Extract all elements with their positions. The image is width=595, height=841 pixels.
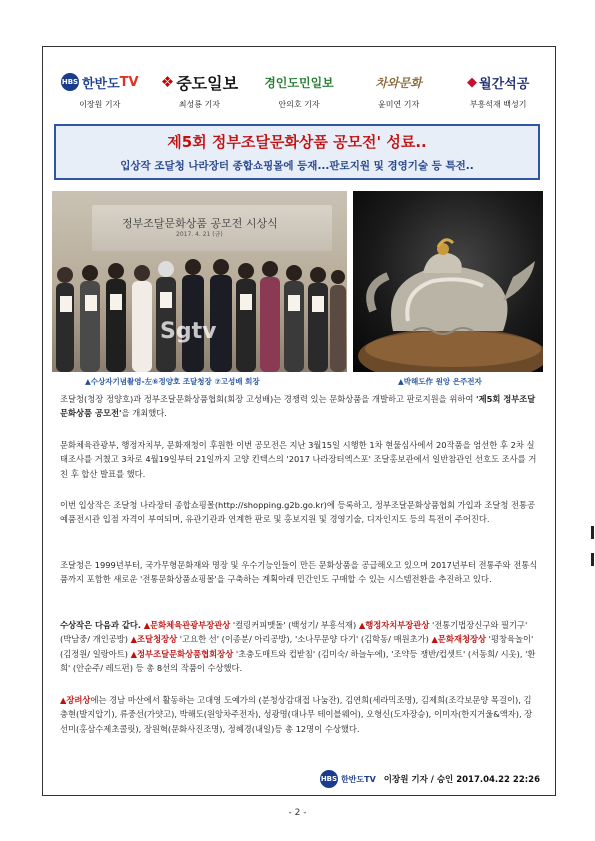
paragraph-2: 문화체육관광부, 행정자치부, 문화재청이 후원한 이번 공모전은 지난 3월15일 시행한 1차 현물심사에서 20작품을 엄선한 후 2차 실태조사를 거쳤고 3차로 4월19일부터 21일까지 고양 킨텍스의 '2017 나라장터엑스포' 조달홍보관에서 일반참관인 선호도 조사를 거친 후 합산 발표를 했다.: [60, 440, 537, 479]
logo-tv-text: TV: [119, 74, 139, 90]
people-silhouettes: [52, 191, 347, 372]
page-number: - 2 -: [288, 808, 307, 818]
reporter-caption: 부흥석재 백성기: [469, 100, 527, 109]
footer-brand: HBS 한반도TV: [320, 770, 376, 788]
silver-teapot-photo: [353, 191, 543, 372]
joongdo-mark-icon: ❖: [160, 73, 175, 91]
seokgong-mark-icon: ◆: [467, 74, 478, 90]
byline-approval: 이장원 기자 / 승인 2017.04.22 22:26: [383, 775, 540, 785]
headline-subtitle: 입상작 조달청 나라장터 종합쇼핑몰에 등재...판로지원 및 경영기술 등 특전..: [120, 160, 474, 172]
paragraph-1: 조달청(청장 정양호)과 정부조달문화상품협회(회장 고성배)는 경쟁력 있는 문화상품을 개발하고 판로지원을 위하여 '제5회 정부조달문화상품 공모전'을 개최했다.: [60, 394, 536, 419]
media-logo-strip: [52, 68, 546, 112]
article-footer: [310, 768, 540, 790]
teapot-illustration: [353, 191, 543, 372]
margin-mark: [591, 553, 594, 566]
logo-gyeongin-domin-ilbo[interactable]: 경인도민일보 안의호 기자: [264, 75, 334, 109]
headline-box: [54, 124, 540, 180]
hbs-badge-icon: HBS: [320, 770, 338, 788]
banner-text: 정부조달문화상품 공모전 시상식: [122, 217, 278, 230]
group-of-people: [56, 259, 346, 372]
reporter-caption: 윤미연 기자: [377, 100, 420, 109]
banner-date: 2017. 4. 21 (금): [176, 231, 223, 238]
hbs-badge-icon: HBS: [61, 73, 79, 91]
logo-joongdo-ilbo[interactable]: ❖ 중도일보 최성룡 기자: [160, 73, 239, 109]
headline-title: 제5회 정부조달문화상품 공모전' 성료..: [167, 133, 427, 151]
reporter-caption: 최성룡 기자: [178, 100, 220, 109]
photo-caption-ceremony: ▲수상자기념촬영-左⑥정양호 조달청장 ⑦고성배 회장: [85, 377, 260, 386]
margin-mark: [591, 526, 594, 539]
logo-hanbando-text: 한반도: [81, 76, 120, 92]
logo-cha-wa-munhwa[interactable]: 차와문화 윤미연 기자: [375, 75, 422, 109]
photo-caption-teapot: ▲박해도作 원앙 은주전자: [398, 377, 482, 386]
paragraph-4: 조달청은 1999년부터, 국가무형문화재와 명장 및 우수기능인들이 만든 문화상품을 공급해오고 있으며 2017년부터 전통주와 전통식품까지 포함한 새로운 '전통문화상품쇼핑몰'을 구축하는 계획아래 민간인도 구매할 수 있는 시스템전환을 추진하고 있다.: [60, 560, 538, 585]
reporter-caption: 안의호 기자: [278, 100, 320, 109]
award-ceremony-photo: [52, 191, 347, 372]
paragraph-6-encouragement: ▲장려상에는 경남 마산에서 활동하는 고대영 도예가의 (분청상감대접 나눔잔), 김연희(세라믹조명), 김제희(조각보문양 목걸이), 김충현(발지압기), 류중선(가얏고), 박해도(원앙차주전자), 성광명(대나무 테이블웨어), 오형신(도자장승), 이미자(한지거울&액자), 장선미(홍삼수제초콜릿), 장원혁(문화사진조명), 정혜경(내일)등 총 12명이 수상했다.: [60, 695, 533, 734]
contest-name: '제5회 정부조달문화상품 공모전': [60, 394, 536, 419]
paragraph-3: 이번 입상작은 조달청 나라장터 종합쇼핑몰(http://shopping.g2b.go.kr)에 등록하고, 정부조달문화상품협회 가입과 조달청 전통공예품전시관 입점 자격이 부여되며, 유관기관과 연계한 판로 및 홍보지원 및 경영기술, 디자인지도 등의 특전이 주어진다.: [60, 500, 536, 525]
photo-watermark: Sgtv: [160, 319, 217, 344]
paragraph-5-awards: 수상작은 다음과 같다. ▲문화체육관광부장관상 '컬링커피맷돌' (백성기/ 부흥석재) ▲행정자치부장관상 '전통기법장신구와 필기구' (박남중/ 개인공방) ▲조달청장상 '고요한 선' (이종분/ 아리공방), '소나무문양 다기' (김학동/ 매원초가) ▲문화재청장상 '평창육놀이' (김정원/ 일랑아트) ▲정부조달문화상품협회장상 '초충도매트와 컵받침' (김미숙/ 하늘누에), '조약등 쟁반/컵셋트' (서동희/ 시옷), '환희' (안순주/ 레드펀) 등 총 8선의 작품이 수상했다.: [60, 620, 536, 673]
logo-wolgan-seokgong[interactable]: ◆ 월간석공 부흥석재 백성기: [467, 74, 530, 109]
logo-hanbando-tv[interactable]: [52, 68, 148, 112]
reporter-caption: 이장원 기자: [79, 100, 121, 109]
